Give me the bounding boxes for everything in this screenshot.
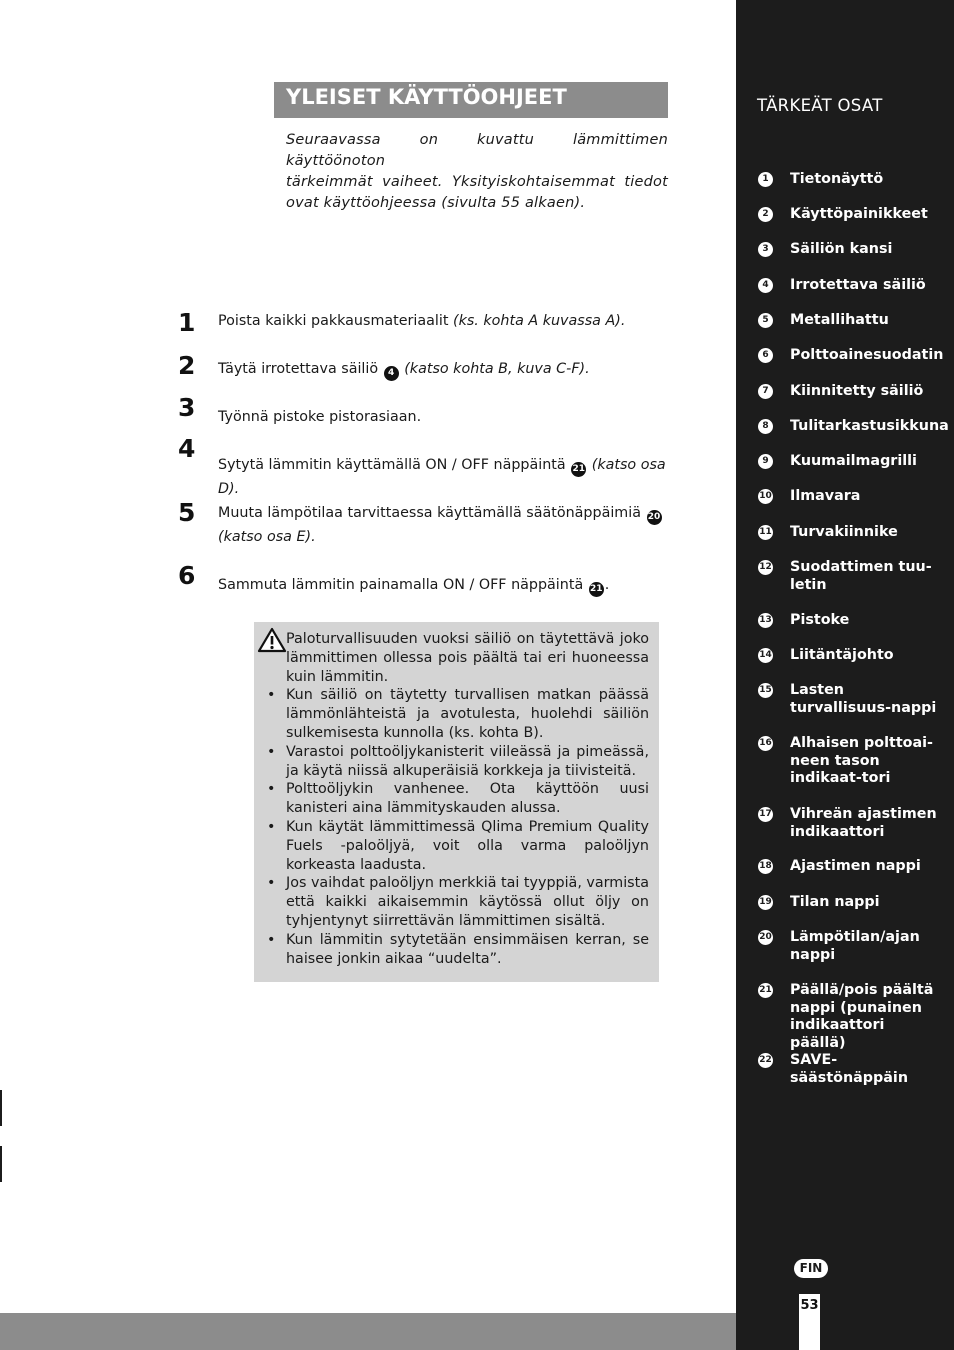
part-label: Pistoke: [790, 612, 850, 628]
part-number-badge: 2: [758, 207, 773, 222]
step-number: 1: [178, 308, 196, 337]
step-text-main: Sammuta lämmitin painamalla ON / OFF näppäintä: [218, 577, 588, 593]
part-reference-badge: 21: [571, 462, 586, 477]
edge-mark: [0, 1090, 2, 1126]
step-number: 3: [178, 393, 196, 422]
step-text-main: Työnnä pistoke pistorasiaan.: [218, 409, 422, 425]
step-text: [218, 453, 670, 501]
part-label: Liitäntäjohto: [790, 647, 894, 663]
part-number-badge: 16: [758, 736, 773, 751]
part-label: Vihreän ajastimen indikaattori: [790, 806, 937, 840]
warning-item: • Kun käytät lämmittimessä Qlima Premium Quality Fuels -paloöljyä, voit olla varma paloöljyn korkeasta laadusta.: [286, 818, 649, 874]
part-number-badge: 21: [758, 983, 773, 998]
warning-item: • Jos vaihdat paloöljyn merkkiä tai tyyppiä, varmista että kaikki aikaisemmin käytössä ollut öljy on tyhjentynyt siirrettävän lämmittimen sisältä.: [286, 874, 649, 930]
footer-bar: [0, 1313, 736, 1350]
step-number: 6: [178, 561, 196, 590]
step-text: [218, 357, 670, 381]
edge-mark: [0, 1146, 2, 1182]
part-number-badge: 8: [758, 419, 773, 434]
step-text: [218, 309, 670, 333]
part-number-badge: 11: [758, 525, 773, 540]
part-label: Päällä/pois päältä nappi (punainen indikaattori päällä): [790, 982, 934, 1051]
warning-item: • Varastoi polttoöljykanisterit viileässä ja pimeässä, ja käytä niissä alkuperäisiä korkkeja ja tiivisteitä.: [286, 743, 649, 781]
intro-line-1: Seuraavassa on kuvattu lämmittimen käyttöönoton: [286, 132, 668, 169]
step-text-end: .: [604, 577, 610, 593]
step-text-main: Täytä irrotettava säiliö: [218, 361, 383, 377]
intro-text: [286, 130, 668, 214]
part-label: Ilmavara: [790, 488, 861, 504]
part-number-badge: 17: [758, 807, 773, 822]
part-number-badge: 22: [758, 1053, 773, 1068]
part-number-badge: 5: [758, 313, 773, 328]
part-number-badge: 6: [758, 348, 773, 363]
step-number: 5: [178, 498, 196, 527]
intro-line-2: tärkeimmät vaiheet. Yksityiskohtaisemmat tiedot: [286, 174, 668, 190]
part-label: Suodattimen tuu-letin: [790, 559, 932, 593]
part-number-badge: 20: [758, 930, 773, 945]
page-number: 53: [799, 1294, 820, 1350]
part-label: Tietonäyttö: [790, 171, 884, 187]
step-text: [218, 501, 670, 549]
part-label: SAVE-säästönäppäin: [790, 1052, 908, 1086]
warning-item: • Polttoöljykin vanhenee. Ota käyttöön uusi kanisteri aina lämmityskauden alussa.: [286, 780, 649, 818]
part-label: Metallihattu: [790, 312, 889, 328]
part-label: Kuumailmagrilli: [790, 453, 917, 469]
safety-warning-box: [254, 622, 659, 982]
part-number-badge: 10: [758, 489, 773, 504]
part-label: Turvakiinnike: [790, 524, 898, 540]
warning-list: [254, 686, 649, 968]
step-text: [218, 573, 670, 597]
part-number-badge: 3: [758, 242, 773, 257]
intro-line-3: ovat käyttöohjeessa (sivulta 55 alkaen).: [286, 195, 586, 211]
part-label: Polttoainesuodatin: [790, 347, 944, 363]
part-number-badge: 19: [758, 895, 773, 910]
part-label: Tulitarkastusikkuna: [790, 418, 949, 434]
warning-intro: Paloturvallisuuden vuoksi säiliö on täytettävä joko lämmittimen ollessa pois päältä tai eri huoneessa kuin lämmitin.: [286, 631, 649, 685]
page-title: YLEISET KÄYTTÖOHJEET: [274, 82, 668, 118]
step-text-main: Muuta lämpötilaa tarvittaessa käyttämällä säätönäppäimiä: [218, 505, 646, 521]
step-text: [218, 405, 670, 429]
part-label: Alhaisen polttoai-neen tason indikaat-tori: [790, 735, 933, 786]
part-label: Irrotettava säiliö: [790, 277, 926, 293]
part-number-badge: 18: [758, 859, 773, 874]
part-reference-badge: 20: [647, 510, 662, 525]
part-label: Ajastimen nappi: [790, 858, 921, 874]
parts-sidebar: [736, 0, 954, 1350]
step-number: 2: [178, 351, 196, 380]
part-label: Säiliön kansi: [790, 241, 893, 257]
warning-item: • Kun lämmitin sytytetään ensimmäisen kerran, se haisee jonkin aikaa “uudelta”.: [286, 931, 649, 969]
sidebar-title: TÄRKEÄT OSAT: [757, 96, 883, 115]
language-badge: FIN: [794, 1259, 828, 1278]
part-number-badge: 12: [758, 560, 773, 575]
part-number-badge: 4: [758, 278, 773, 293]
part-number-badge: 9: [758, 454, 773, 469]
part-label: Kiinnitetty säiliö: [790, 383, 924, 399]
part-number-badge: 7: [758, 384, 773, 399]
warning-triangle-icon: [257, 627, 287, 653]
step-text-main: Sytytä lämmitin käyttämällä ON / OFF näppäintä: [218, 457, 571, 473]
part-reference-badge: 21: [589, 582, 604, 597]
step-text-italic: (katso osa D).: [218, 457, 666, 497]
step-text-italic: (ks. kohta A kuvassa A).: [453, 313, 626, 329]
step-number: 4: [178, 434, 196, 463]
part-number-badge: 13: [758, 613, 773, 628]
part-label: Lämpötilan/ajan nappi: [790, 929, 920, 963]
part-label: Käyttöpainikkeet: [790, 206, 928, 222]
part-number-badge: 1: [758, 172, 773, 187]
step-text-main: Poista kaikki pakkausmateriaalit: [218, 313, 453, 329]
part-number-badge: 14: [758, 648, 773, 663]
warning-item: • Kun säiliö on täytetty turvallisen matkan päässä lämmönlähteistä ja avotulesta, huolehdi säiliön sulkemisesta kunnolla (ks. kohta B).: [286, 686, 649, 742]
step-text-italic: (katso osa E).: [218, 529, 316, 545]
part-label: Lasten turvallisuus-nappi: [790, 682, 937, 716]
part-reference-badge: 4: [384, 366, 399, 381]
step-text-italic: (katso kohta B, kuva C-F).: [399, 361, 590, 377]
part-label: Tilan nappi: [790, 894, 880, 910]
part-number-badge: 15: [758, 683, 773, 698]
